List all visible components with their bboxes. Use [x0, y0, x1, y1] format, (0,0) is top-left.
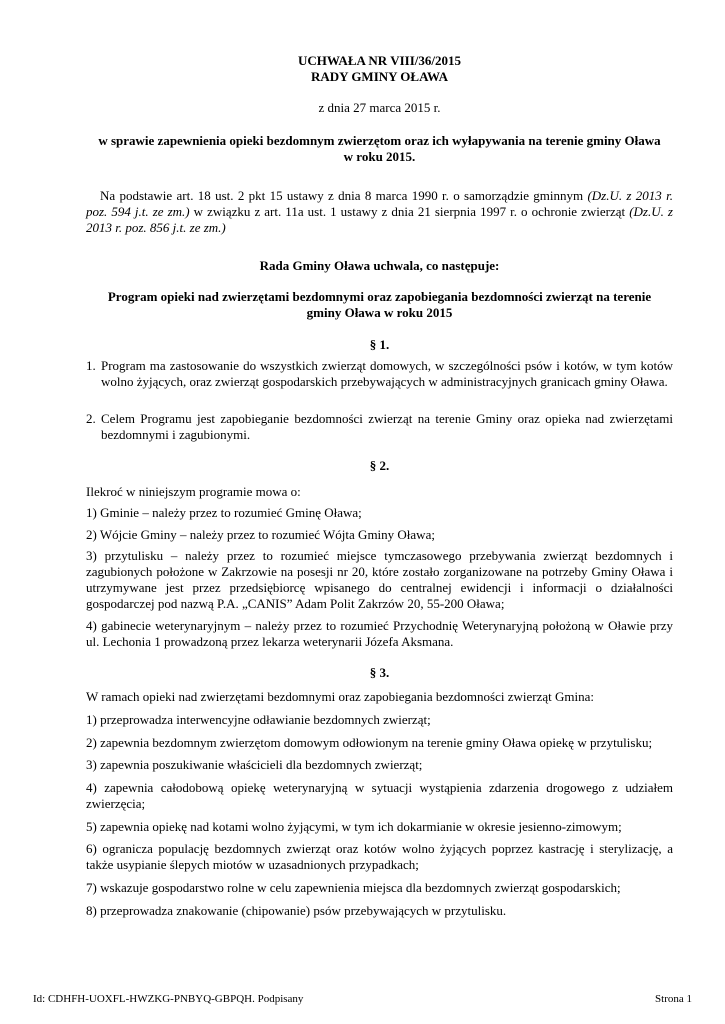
document-date: z dnia 27 marca 2015 r.: [318, 100, 441, 115]
preamble-citation-1: (Dz.U. z 2013 r. poz. 594 j.t. ze zm.): [86, 188, 673, 219]
s3-item-7: 7) wskazuje gospodarstwo rolne w celu zapewnienia miejsca dla bezdomnych zwierząt gospodarskich;: [86, 880, 621, 895]
s2-definition-1: 1) Gminie – należy przez to rozumieć Gminę Oława;: [86, 505, 362, 520]
footer-page-number: Strona 1: [655, 993, 692, 1005]
document-title: UCHWAŁA NR VIII/36/2015: [297, 53, 461, 68]
footer-document-id: Id: CDHFH-UOXFL-HWZKG-PNBYQ-GBPQH. Podpisany: [33, 993, 304, 1005]
s2-definition-3: 3) przytulisku – należy przez to rozumieć miejsce tymczasowego przebywania zwierząt bezdomnych i zagubionych położone w Zakrzowie na posesji nr 20, które zostało zorganizowane na potrzeby Gminy Oława i utrzymywane jest przez przedsiębiorcę wpisanego do centralnej ewidencji i informacji o działalności gospodarczej pod nazwą P.A. „CANIS” Adam Polit Zakrzów 20, 55-200 Oława;: [86, 548, 673, 611]
s3-item-1: 1) przeprowadza interwencyjne odławianie bezdomnych zwierząt;: [86, 712, 431, 727]
council-name: RADY GMINY OŁAWA: [311, 69, 448, 84]
subject-line-2: w roku 2015.: [343, 149, 416, 164]
s1-item-1-text: Program ma zastosowanie do wszystkich zwierząt domowych, w szczególności psów i kotów, w tym kotów wolno żyjących, oraz zwierząt gospodarskich przebywających w administracyjnych granicach gminy Oława.: [101, 358, 673, 389]
section-2-heading: § 2.: [369, 458, 390, 473]
s3-item-5: 5) zapewnia opiekę nad kotami wolno żyjącymi, w tym ich dokarmianie w okresie jesienno-zimowym;: [86, 819, 622, 834]
preamble-text-1: Na podstawie art. 18 ust. 2 pkt 15 ustawy z dnia 8 marca 1990 r. o samorządzie gminnym: [100, 188, 588, 203]
preamble-citation-2: (Dz.U. z 2013 r. poz. 856 j.t. ze zm.): [86, 204, 673, 235]
s2-intro: Ilekroć w niniejszym programie mowa o:: [86, 484, 301, 499]
s3-item-4: 4) zapewnia całodobową opiekę weterynaryjną w sytuacji wystąpienia zdarzenia drogowego z udziałem zwierzęcia;: [86, 780, 673, 811]
s3-item-6: 6) ogranicza populację bezdomnych zwierząt oraz kotów wolno żyjących poprzez kastrację i sterylizację, a także usypianie ślepych miotów w uzasadnionych przypadkach;: [86, 841, 673, 872]
subject-line-1: w sprawie zapewnienia opieki bezdomnym zwierzętom oraz ich wyłapywania na terenie gminy Oława: [98, 133, 661, 148]
s1-item-2-number: 2.: [86, 411, 96, 426]
s3-item-3: 3) zapewnia poszukiwanie właścicieli dla bezdomnych zwierząt;: [86, 757, 423, 772]
s3-intro: W ramach opieki nad zwierzętami bezdomnymi oraz zapobiegania bezdomności zwierząt Gmina:: [86, 689, 594, 704]
preamble: [86, 188, 673, 236]
section-1-heading: § 1.: [369, 337, 390, 352]
s3-item-2: 2) zapewnia bezdomnym zwierzętom domowym odłowionym na terenie gminy Oława opiekę w przytulisku;: [86, 735, 653, 750]
program-title-line-2: gminy Oława w roku 2015: [306, 305, 453, 320]
resolution-clause: Rada Gminy Oława uchwala, co następuje:: [259, 258, 500, 273]
section-3-heading: § 3.: [369, 665, 390, 680]
s1-item-2-text: Celem Programu jest zapobieganie bezdomności zwierząt na terenie Gminy oraz opieka nad zwierzętami bezdomnymi i zagubionymi.: [101, 411, 673, 442]
preamble-text-2: w związku z art. 11a ust. 1 ustawy z dnia 21 sierpnia 1997 r. o ochronie zwierząt: [189, 204, 630, 219]
s2-definition-4: 4) gabinecie weterynaryjnym – należy przez to rozumieć Przychodnię Weterynaryjną położoną w Oławie przy ul. Lechonia 1 prowadzoną przez lekarza weterynarii Józefa Aksmana.: [86, 618, 673, 649]
s2-definition-2: 2) Wójcie Gminy – należy przez to rozumieć Wójta Gminy Oława;: [86, 527, 435, 542]
s3-item-8: 8) przeprowadza znakowanie (chipowanie) psów przebywających w przytulisku.: [86, 903, 507, 918]
program-title-line-1: Program opieki nad zwierzętami bezdomnymi oraz zapobiegania bezdomności zwierząt na terenie: [107, 289, 652, 304]
s1-item-1-number: 1.: [86, 358, 96, 373]
